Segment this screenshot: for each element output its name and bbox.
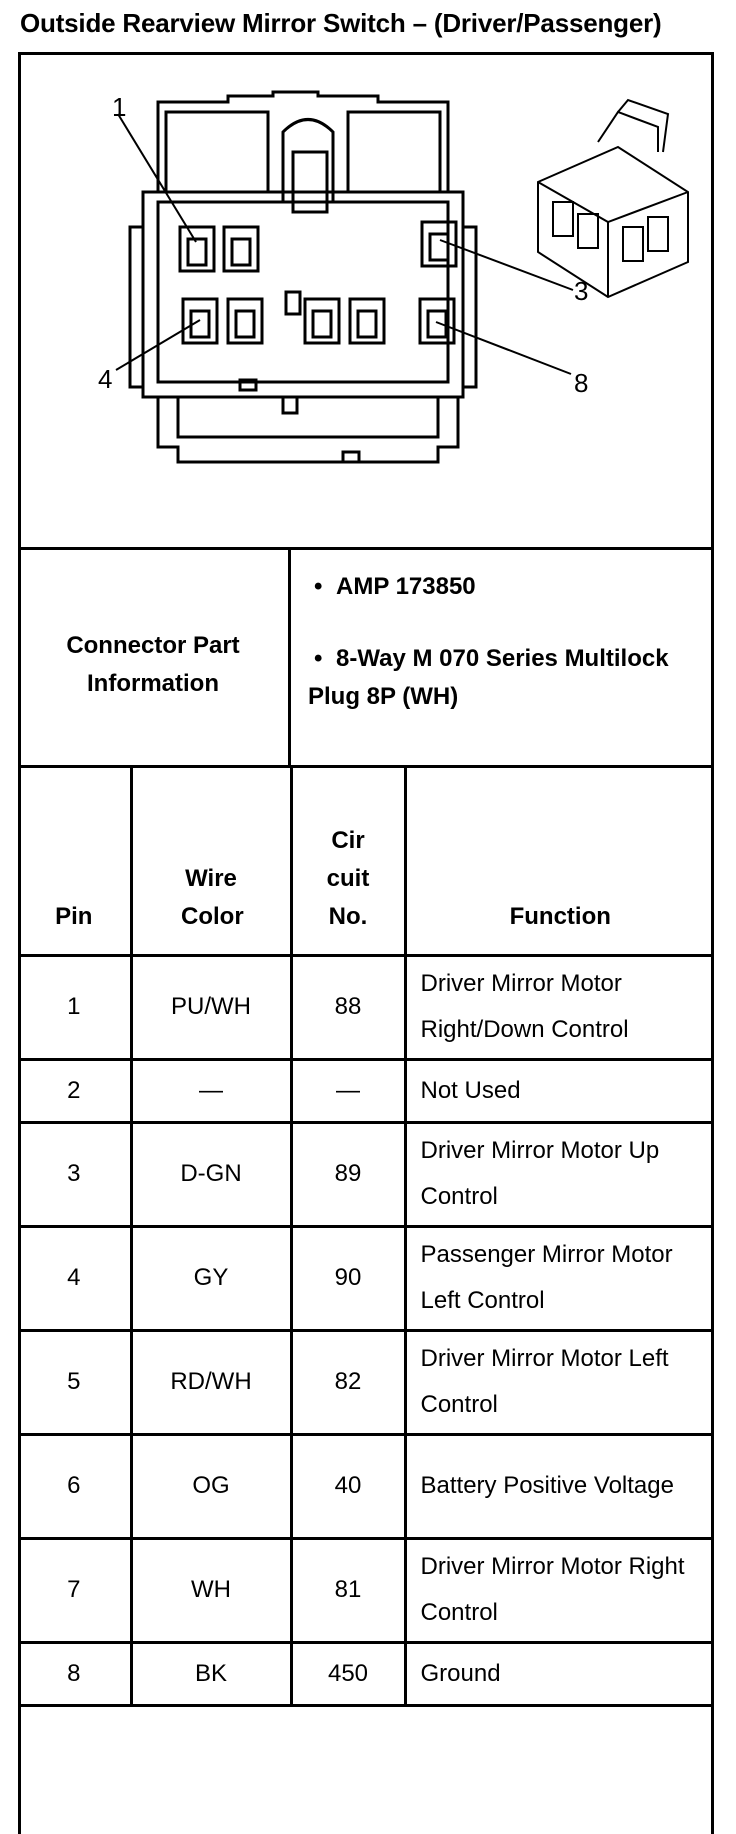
wire-color-cell: OG xyxy=(131,1434,291,1538)
bullet-icon: • xyxy=(314,573,323,600)
table-row xyxy=(18,1642,714,1705)
function-cell: Driver Mirror Motor Right Control xyxy=(405,1538,714,1642)
circuit-cell: 88 xyxy=(291,955,405,1059)
wire-color-cell: RD/WH xyxy=(131,1330,291,1434)
pin-cell: 1 xyxy=(18,955,131,1059)
connector-part-label: Connector Part Information xyxy=(18,550,291,765)
header-function: Function xyxy=(405,768,714,955)
circuit-cell: 89 xyxy=(291,1122,405,1226)
callout-8: 8 xyxy=(574,368,589,398)
part-item xyxy=(308,640,708,716)
header-circuit-no: Cir cuit No. xyxy=(291,768,405,955)
pin-cell: 7 xyxy=(18,1538,131,1642)
function-cell: Battery Positive Voltage xyxy=(405,1434,714,1538)
circuit-cell: 40 xyxy=(291,1434,405,1538)
pin-cell: 4 xyxy=(18,1226,131,1330)
page-title: Outside Rearview Mirror Switch – (Driver/Passenger) xyxy=(20,8,662,38)
wire-color-cell: PU/WH xyxy=(131,955,291,1059)
function-cell: Not Used xyxy=(405,1059,714,1122)
function-cell: Driver Mirror Motor Up Control xyxy=(405,1122,714,1226)
pin-cell: 3 xyxy=(18,1122,131,1226)
function-cell: Passenger Mirror Motor Left Control xyxy=(405,1226,714,1330)
bullet-icon: • xyxy=(314,645,323,672)
circuit-cell: 450 xyxy=(291,1642,405,1705)
part-number: AMP 173850 xyxy=(336,573,476,600)
connector-face-drawing xyxy=(18,52,714,547)
header-wire-color: Wire Color xyxy=(131,768,291,955)
table-row xyxy=(18,1122,714,1226)
wire-color-cell: WH xyxy=(131,1538,291,1642)
circuit-cell: — xyxy=(291,1059,405,1122)
table-row xyxy=(18,1330,714,1434)
part-description: 8-Way M 070 Series Multilock Plug 8P (WH) xyxy=(308,645,669,710)
function-cell: Driver Mirror Motor Right/Down Control xyxy=(405,955,714,1059)
callout-4: 4 xyxy=(98,364,113,394)
header-pin: Pin xyxy=(18,768,131,955)
connector-diagram xyxy=(18,52,714,550)
pin-cell: 5 xyxy=(18,1330,131,1434)
circuit-cell: 82 xyxy=(291,1330,405,1434)
pin-cell: 8 xyxy=(18,1642,131,1705)
function-cell: Driver Mirror Motor Left Control xyxy=(405,1330,714,1434)
function-cell: Ground xyxy=(405,1642,714,1705)
wire-color-cell: GY xyxy=(131,1226,291,1330)
wire-color-cell: BK xyxy=(131,1642,291,1705)
part-item xyxy=(308,568,708,606)
connector-part-list xyxy=(308,568,708,716)
table-header-row xyxy=(18,768,714,955)
callout-1: 1 xyxy=(112,92,127,122)
callout-3: 3 xyxy=(574,276,589,306)
wire-color-cell: D-GN xyxy=(131,1122,291,1226)
table-row xyxy=(18,1226,714,1330)
pin-table xyxy=(18,768,714,1707)
table-row xyxy=(18,955,714,1059)
circuit-cell: 90 xyxy=(291,1226,405,1330)
table-row xyxy=(18,1434,714,1538)
connector-part-info xyxy=(18,550,714,768)
pin-cell: 2 xyxy=(18,1059,131,1122)
pin-cell: 6 xyxy=(18,1434,131,1538)
wire-color-cell: — xyxy=(131,1059,291,1122)
circuit-cell: 81 xyxy=(291,1538,405,1642)
table-row xyxy=(18,1059,714,1122)
table-row xyxy=(18,1538,714,1642)
